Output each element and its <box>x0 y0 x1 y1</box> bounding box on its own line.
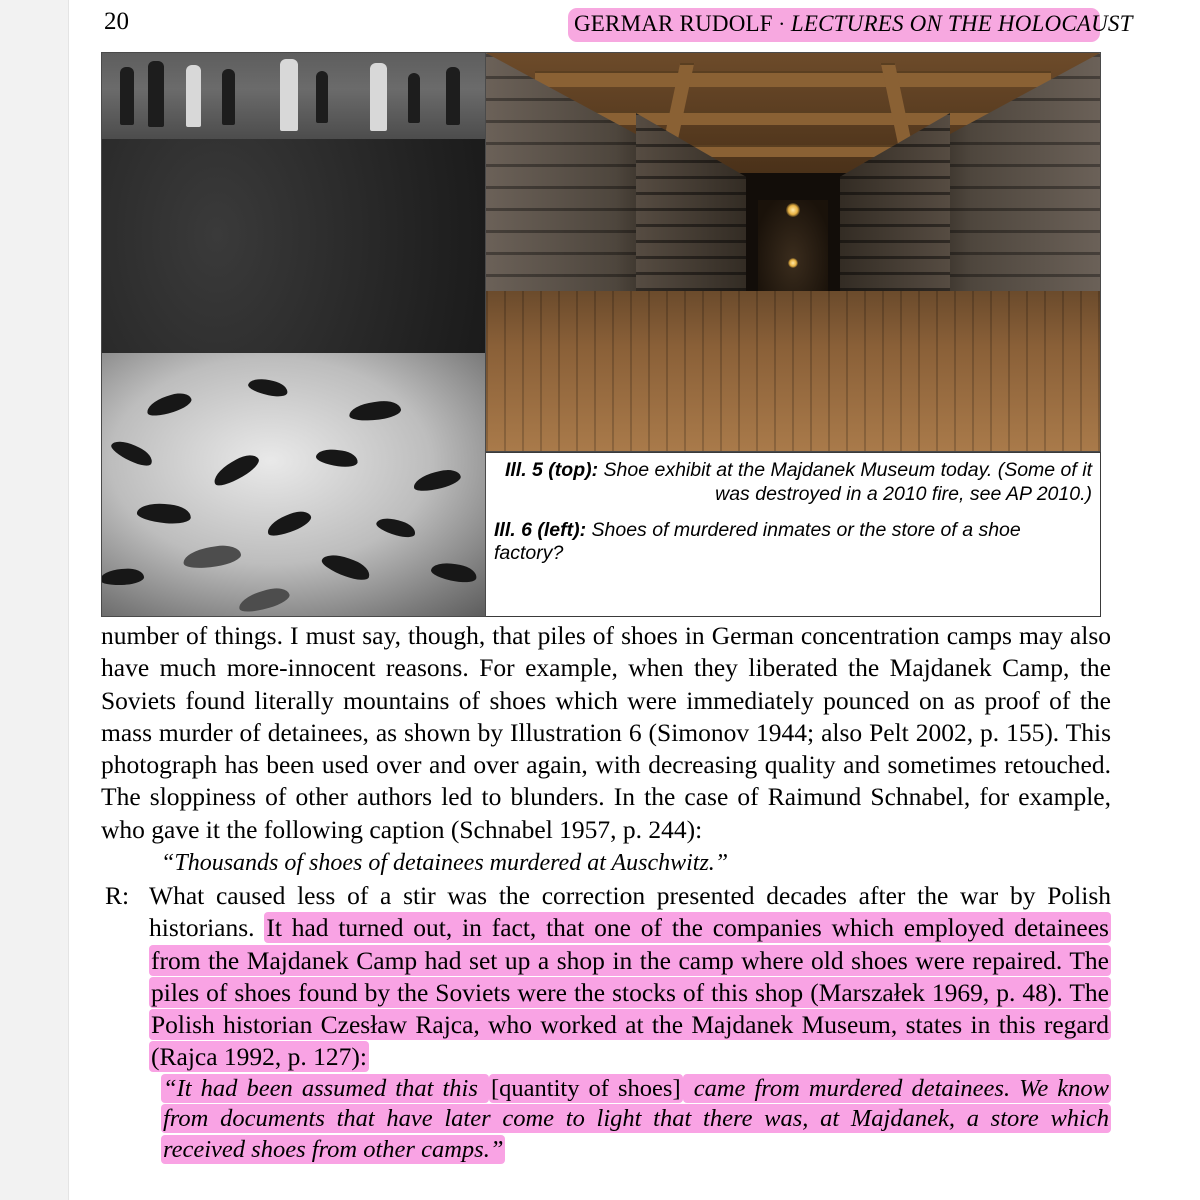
body-text <box>101 620 1111 1165</box>
photo-hall <box>486 53 1100 451</box>
caption-6-text: Shoes of murdered inmates or the store of a shoe factory? <box>494 518 1021 565</box>
quote-schnabel: “Thousands of shoes of detainees murdered at Auschwitz.” <box>161 849 729 876</box>
photo-hall-floor-planks <box>486 291 1100 451</box>
caption-illustration-5 <box>494 459 1092 507</box>
page-margin-strip <box>0 0 69 1200</box>
caption-6-label: Ill. 6 (left): <box>494 518 587 541</box>
figure-block <box>101 52 1101 617</box>
photo-shoe-pile-light <box>101 353 486 617</box>
running-head <box>568 8 1133 42</box>
photo-standing-figures <box>102 57 485 143</box>
quote-rajca-bracket: [quantity of shoes] <box>490 1074 681 1102</box>
page-header <box>68 0 1200 46</box>
paragraph-1: number of things. I must say, though, that piles of shoes in German concentration camps may also have much more-innocent reasons. For example, when they liberated the Majdanek Camp, the Soviets found literally mountains of shoes which were immediately pounced on as proof of the mass murder of detainees, as shown by Illustration 6 (Simonov 1944; also Pelt 2002, p. 155). This photograph has been used over and over again, with decreasing quality and sometimes retouched. The sloppiness of other authors led to blunders. In the case of Raimund Schnabel, for example, who gave it the following caption (Schnabel 1957, p. 244): <box>101 621 1111 844</box>
page-number: 20 <box>104 8 129 35</box>
quote-rajca-part2: came from murdered detainees. We know from documents that have later come to light that there was, at Majdanek, a store which received shoes from other camps.” <box>163 1074 1109 1163</box>
quote-rajca <box>101 1074 1111 1166</box>
quote-rajca-part1: “It had been assumed that this <box>163 1074 487 1102</box>
paragraph-2-highlighted: It had turned out, in fact, that one of the companies which employed detainees from the Majdanek Camp had set up a shop in the camp where old shoes were repaired. The piles of shoes found by the Soviets were the stocks of this shop (Marszałek 1969, p. 48). The Polish historian Czesław Rajca, who worked at the Majdanek Museum, states in this regard (Rajca 1992, p. 127): <box>151 913 1109 1072</box>
running-head-title: LECTURES ON THE HOLOCAUST <box>790 11 1133 36</box>
running-head-separator: · <box>772 12 791 36</box>
paragraph-2-plain: What caused less of a stir was the correction presented decades after the war by Polish historians. <box>149 881 1111 943</box>
illustration-6-image <box>101 52 486 617</box>
running-head-author: GERMAR RUDOLF <box>574 11 773 36</box>
paragraph-2-block <box>101 880 1111 1074</box>
caption-5-label: Ill. 5 (top): <box>504 459 599 481</box>
speaker-label: R: <box>105 881 130 911</box>
photo-lamp-2 <box>788 258 798 268</box>
caption-5-text: Shoe exhibit at the Majdanek Museum today. (Some of it was destroyed in a 2010 fire, see AP 2010.) <box>598 459 1092 505</box>
caption-illustration-6 <box>494 519 1092 567</box>
photo-lamp-1 <box>786 203 800 217</box>
paragraph-2 <box>149 880 1111 1074</box>
page-content <box>68 0 1200 1200</box>
figure-caption-box <box>486 452 1101 617</box>
illustration-5-image <box>486 52 1101 452</box>
